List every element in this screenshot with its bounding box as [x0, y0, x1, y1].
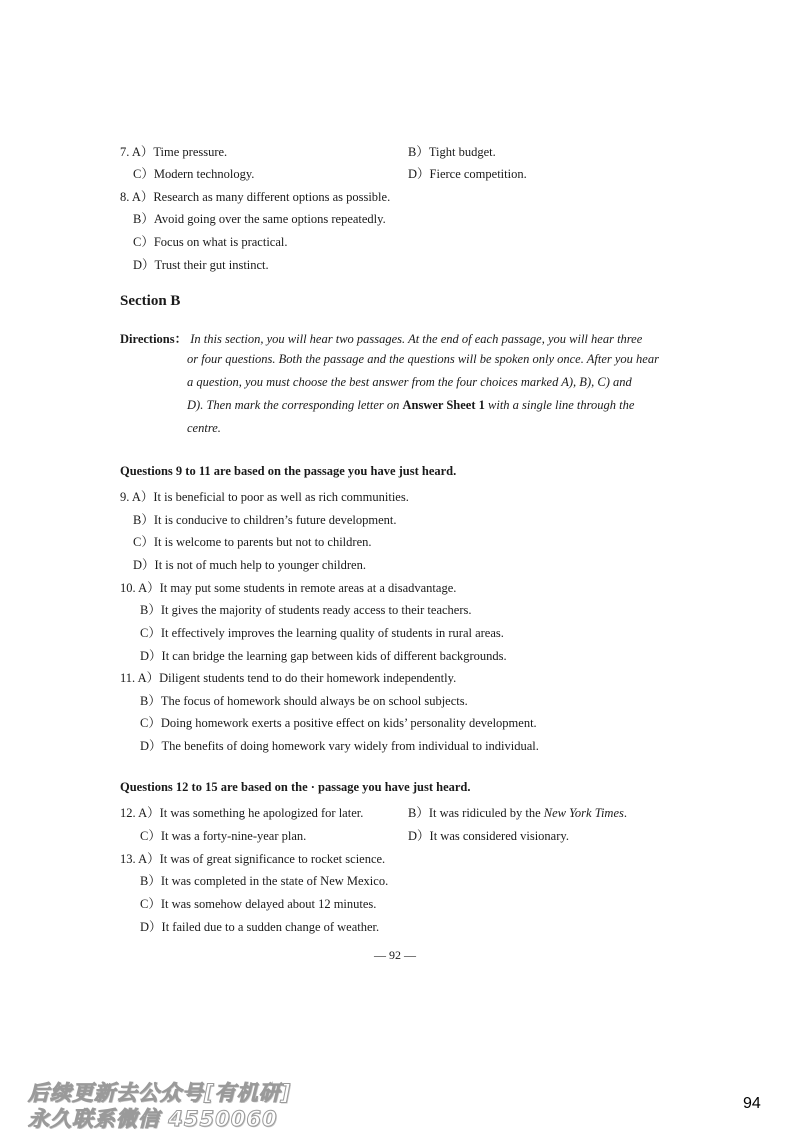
question-10-option-b: B）It gives the majority of students ready access to their teachers.	[140, 603, 472, 617]
question-9-option-a: 9. A）It is beneficial to poor as well as rich communities.	[120, 490, 409, 504]
question-group-heading: Questions 9 to 11 are based on the passage you have just heard.	[120, 464, 457, 478]
directions-line-3: a question, you must choose the best answer from the four choices marked A), B), C) and	[187, 375, 632, 389]
question-11-option-d: D）The benefits of doing homework vary widely from individual to individual.	[140, 739, 539, 753]
question-number: 11.	[120, 671, 136, 685]
question-9-option-d: D）It is not of much help to younger children.	[133, 558, 366, 572]
question-11-option-b: B）The focus of homework should always be on school subjects.	[140, 694, 468, 708]
question-12-option-d: D）It was considered visionary.	[408, 829, 569, 843]
question-8-option-d: D）Trust their gut instinct.	[133, 258, 269, 272]
question-8-option-c: C）Focus on what is practical.	[133, 235, 288, 249]
directions-label: Directions：	[120, 332, 188, 346]
question-10-option-c: C）It effectively improves the learning quality of students in rural areas.	[140, 626, 504, 640]
question-11-option-c: C）Doing homework exerts a positive effect on kids’ personality development.	[140, 716, 537, 730]
question-10-option-d: D）It can bridge the learning gap between kids of different backgrounds.	[140, 649, 507, 663]
question-9-option-c: C）It is welcome to parents but not to children.	[133, 535, 372, 549]
question-12-option-b: B）It was ridiculed by the New York Times.	[408, 806, 627, 820]
section-title: Section B	[120, 293, 181, 309]
question-number: 12.	[120, 806, 136, 820]
directions-line-2: or four questions. Both the passage and the questions will be spoken only once. After you hear	[187, 352, 659, 366]
question-8-option-a: 8. A）Research as many different options as possible.	[120, 190, 391, 204]
question-13-option-a: 13. A）It was of great significance to rocket science.	[120, 852, 386, 866]
question-7-option-b: B）Tight budget.	[408, 145, 496, 159]
question-group-heading: Questions 12 to 15 are based on the · passage you have just heard.	[120, 780, 471, 794]
page-number: — 92 —	[374, 948, 416, 962]
question-number: 9.	[120, 490, 130, 504]
question-7-option-a: 7. A）Time pressure.	[120, 145, 228, 159]
question-7-option-d: D）Fierce competition.	[408, 167, 527, 181]
directions-line-1: Directions： In this section, you will hear two passages. At the end of each passage, you will hear three	[120, 332, 643, 346]
question-13-option-c: C）It was somehow delayed about 12 minutes.	[140, 897, 377, 911]
watermark-line-1: 后续更新去公众号[有机研]	[28, 1081, 292, 1105]
question-number: 13.	[120, 852, 136, 866]
answer-sheet-label: Answer Sheet 1	[402, 398, 485, 412]
question-number: 10.	[120, 581, 136, 595]
directions-line-5: centre.	[187, 421, 221, 435]
question-9-option-b: B）It is conducive to children’s future development.	[133, 513, 397, 527]
question-12-option-a: 12. A）It was something he apologized for later.	[120, 806, 364, 820]
question-10-option-a: 10. A）It may put some students in remote areas at a disadvantage.	[120, 581, 457, 595]
newspaper-title: New York Times	[543, 806, 624, 820]
question-12-option-c: C）It was a forty-nine-year plan.	[140, 829, 307, 843]
question-11-option-a: 11. A）Diligent students tend to do their homework independently.	[120, 671, 457, 685]
directions-line-4: D). Then mark the corresponding letter on Answer Sheet 1 with a single line through the	[187, 398, 635, 412]
question-8-option-b: B）Avoid going over the same options repeatedly.	[133, 212, 386, 226]
question-13-option-d: D）It failed due to a sudden change of weather.	[140, 920, 380, 934]
watermark-line-2: 永久联系微信 4550060	[28, 1107, 278, 1131]
question-number: 8.	[120, 190, 130, 204]
corner-page-number: 94	[743, 1095, 761, 1112]
question-number: 7.	[120, 145, 130, 159]
question-7-option-c: C）Modern technology.	[133, 167, 255, 181]
question-13-option-b: B）It was completed in the state of New Mexico.	[140, 874, 389, 888]
